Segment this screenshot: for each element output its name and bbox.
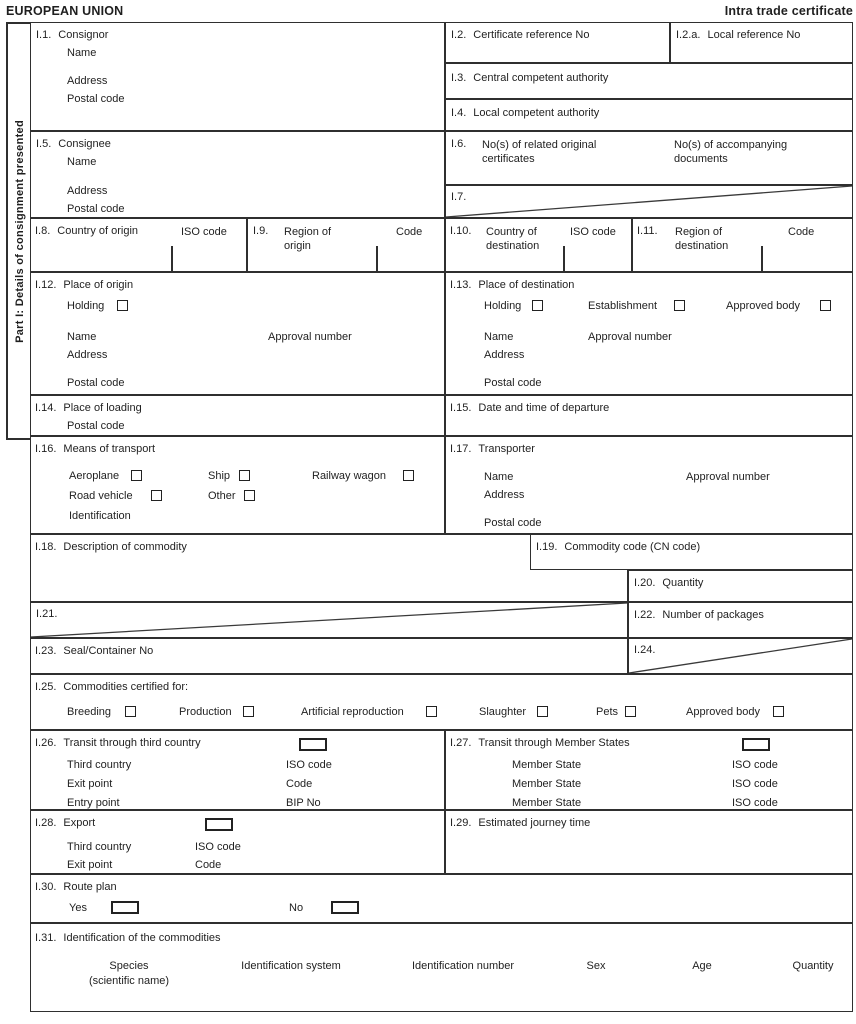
field-label-code: Code bbox=[396, 226, 423, 238]
box-number: I.15. bbox=[450, 402, 472, 414]
box-number: I.2. bbox=[451, 29, 467, 41]
checkbox-holding[interactable] bbox=[117, 300, 128, 311]
checkbox-holding[interactable] bbox=[532, 300, 543, 311]
field-label-identification: Identification bbox=[69, 510, 131, 522]
field-label-approval-number: Approval number bbox=[686, 471, 770, 483]
field-label-road-vehicle: Road vehicle bbox=[69, 490, 133, 502]
field-label-name: Name bbox=[67, 47, 97, 59]
field-label-establishment: Establishment bbox=[588, 300, 658, 312]
box-i17-transporter bbox=[445, 436, 853, 534]
document-title-right: Intra trade certificate bbox=[724, 4, 853, 18]
box-i21-void bbox=[30, 602, 628, 638]
column-header-identification-number: Identification number bbox=[411, 960, 515, 972]
field-label-approved-body: Approved body bbox=[726, 300, 800, 312]
box-i30-route-plan bbox=[30, 874, 853, 923]
box-i14-place-of-loading bbox=[30, 395, 445, 436]
checkbox-approved-body[interactable] bbox=[773, 706, 784, 717]
box-i6-related-documents bbox=[445, 131, 853, 185]
box-i16-means-of-transport bbox=[30, 436, 445, 534]
checkbox-railway-wagon[interactable] bbox=[403, 470, 414, 481]
field-label-address: Address bbox=[484, 489, 525, 501]
field-label-third-country: Third country bbox=[67, 841, 132, 853]
checkbox-production[interactable] bbox=[243, 706, 254, 717]
field-label-accompanying-documents: No(s) of accompanying documents bbox=[674, 139, 788, 166]
field-label-member-state: Member State bbox=[512, 759, 582, 771]
box-i29-journey-time bbox=[445, 810, 853, 874]
box-i19-commodity-code bbox=[530, 534, 853, 570]
field-label-iso-code: ISO code bbox=[570, 226, 616, 238]
diagonal-strike bbox=[629, 639, 852, 673]
box-i12-place-of-origin bbox=[30, 272, 445, 395]
field-label-name: Name bbox=[67, 331, 97, 343]
field-label-postal-code: Postal code bbox=[67, 377, 125, 389]
box-i8-country-of-origin bbox=[30, 218, 247, 272]
field-label-code: Code bbox=[286, 778, 313, 790]
checkbox-artificial-reproduction[interactable] bbox=[426, 706, 437, 717]
field-label-aeroplane: Aeroplane bbox=[69, 470, 120, 482]
column-divider-line bbox=[376, 246, 378, 271]
box-i22-number-of-packages bbox=[628, 602, 853, 638]
box-number: I.27. bbox=[450, 737, 472, 749]
box-number: I.14. bbox=[35, 402, 57, 414]
field-label-no: No bbox=[289, 902, 304, 914]
box-title: Quantity bbox=[662, 577, 704, 589]
box-title: Region of origin bbox=[284, 226, 332, 253]
checkbox-approved-body[interactable] bbox=[820, 300, 831, 311]
box-i4-local-authority bbox=[445, 99, 853, 131]
field-label-postal-code: Postal code bbox=[67, 420, 125, 432]
box-title: Identification of the commodities bbox=[63, 932, 221, 944]
box-title: Description of commodity bbox=[63, 541, 187, 553]
box-number: I.1. bbox=[36, 29, 52, 41]
box-number: I.3. bbox=[451, 72, 467, 84]
column-divider-line bbox=[761, 246, 763, 271]
field-label-approval-number: Approval number bbox=[268, 331, 352, 343]
checkbox-route-plan-no[interactable] bbox=[331, 901, 359, 914]
box-number: I.4. bbox=[451, 107, 467, 119]
box-number: I.28. bbox=[35, 817, 57, 829]
field-label-address: Address bbox=[484, 349, 525, 361]
field-label-address: Address bbox=[67, 349, 108, 361]
field-label-other: Other bbox=[208, 490, 236, 502]
field-label-yes: Yes bbox=[69, 902, 87, 914]
box-number: I.21. bbox=[36, 608, 58, 620]
box-title: Seal/Container No bbox=[63, 645, 154, 657]
field-label-bip-no: BIP No bbox=[286, 797, 321, 809]
field-label-iso-code: ISO code bbox=[195, 841, 241, 853]
field-label-name: Name bbox=[484, 331, 514, 343]
box-i7-void bbox=[445, 185, 853, 218]
column-header-age: Age bbox=[692, 960, 712, 972]
field-label-approved-body: Approved body bbox=[686, 706, 760, 718]
box-title: Region of destination bbox=[675, 226, 729, 253]
field-label-iso-code: ISO code bbox=[286, 759, 332, 771]
box-i1-consignor bbox=[30, 22, 445, 131]
box-i27-transit-member-states bbox=[445, 730, 853, 810]
field-label-exit-point: Exit point bbox=[67, 778, 113, 790]
field-label-railway-wagon: Railway wagon bbox=[312, 470, 386, 482]
box-title: Date and time of departure bbox=[478, 402, 610, 414]
box-title: Local competent authority bbox=[473, 107, 600, 119]
box-number: I.23. bbox=[35, 645, 57, 657]
box-title: Consignor bbox=[58, 29, 109, 41]
field-label-iso-code: ISO code bbox=[732, 778, 778, 790]
box-i11-region-of-destination bbox=[632, 218, 853, 272]
box-i2a-local-reference bbox=[670, 22, 853, 63]
box-title: Country of origin bbox=[57, 225, 139, 237]
box-title: Estimated journey time bbox=[478, 817, 591, 829]
column-header-species: Species bbox=[109, 960, 149, 972]
box-number: I.24. bbox=[634, 644, 656, 656]
field-label-postal-code: Postal code bbox=[484, 377, 542, 389]
field-label-artificial-reproduction: Artificial reproduction bbox=[301, 706, 404, 718]
field-label-postal-code: Postal code bbox=[484, 517, 542, 529]
box-i10-country-of-destination bbox=[445, 218, 632, 272]
field-label-member-state: Member State bbox=[512, 797, 582, 809]
box-number: I.2.a. bbox=[676, 29, 701, 41]
checkbox-ship[interactable] bbox=[239, 470, 250, 481]
box-i2-certificate-reference bbox=[445, 22, 670, 63]
box-title: Place of origin bbox=[63, 279, 134, 291]
box-title: Place of loading bbox=[63, 402, 142, 414]
box-i9-region-of-origin bbox=[247, 218, 445, 272]
field-label-name: Name bbox=[484, 471, 514, 483]
box-number: I.17. bbox=[450, 443, 472, 455]
box-number: I.8. bbox=[35, 225, 51, 237]
box-i23-seal-container bbox=[30, 638, 628, 674]
box-title: Local reference No bbox=[707, 29, 801, 41]
box-title: Commodities certified for: bbox=[63, 681, 189, 693]
box-i28-export bbox=[30, 810, 445, 874]
diagonal-strike bbox=[446, 186, 852, 217]
column-divider-line bbox=[171, 246, 173, 271]
box-i13-place-of-destination bbox=[445, 272, 853, 395]
box-title: Central competent authority bbox=[473, 72, 609, 84]
field-label-approval-number: Approval number bbox=[588, 331, 672, 343]
box-title: Commodity code (CN code) bbox=[564, 541, 701, 553]
box-i26-transit-third-country bbox=[30, 730, 445, 810]
field-label-slaughter: Slaughter bbox=[479, 706, 527, 718]
checkbox-export[interactable] bbox=[205, 818, 233, 831]
column-header-identification-system: Identification system bbox=[241, 960, 341, 972]
box-number: I.26. bbox=[35, 737, 57, 749]
box-number: I.9. bbox=[253, 225, 269, 237]
checkbox-transit-third-country[interactable] bbox=[299, 738, 327, 751]
field-label-production: Production bbox=[179, 706, 232, 718]
box-title: Route plan bbox=[63, 881, 117, 893]
field-label-postal-code: Postal code bbox=[67, 93, 125, 105]
box-number: I.25. bbox=[35, 681, 57, 693]
field-label-iso-code: ISO code bbox=[732, 759, 778, 771]
field-label-name: Name bbox=[67, 156, 97, 168]
field-label-entry-point: Entry point bbox=[67, 797, 120, 809]
checkbox-breeding[interactable] bbox=[125, 706, 136, 717]
box-number: I.29. bbox=[450, 817, 472, 829]
box-title: Place of destination bbox=[478, 279, 575, 291]
field-label-holding: Holding bbox=[484, 300, 522, 312]
field-label-address: Address bbox=[67, 185, 108, 197]
diagonal-strike bbox=[31, 603, 627, 637]
column-header-sex: Sex bbox=[586, 960, 606, 972]
field-label-iso-code: ISO code bbox=[181, 226, 227, 238]
box-number: I.5. bbox=[36, 138, 52, 150]
box-title: Certificate reference No bbox=[473, 29, 590, 41]
box-title: Number of packages bbox=[662, 609, 764, 621]
box-i5-consignee bbox=[30, 131, 445, 218]
box-i24-void bbox=[628, 638, 853, 674]
checkbox-transit-member-states[interactable] bbox=[742, 738, 770, 751]
field-label-holding: Holding bbox=[67, 300, 105, 312]
box-number: I.11. bbox=[637, 225, 658, 237]
field-label-iso-code: ISO code bbox=[732, 797, 778, 809]
checkbox-route-plan-yes[interactable] bbox=[111, 901, 139, 914]
checkbox-establishment[interactable] bbox=[674, 300, 685, 311]
box-number: I.20. bbox=[634, 577, 656, 589]
document-title-left: EUROPEAN UNION bbox=[6, 4, 124, 18]
box-number: I.19. bbox=[536, 541, 558, 553]
box-number: I.30. bbox=[35, 881, 57, 893]
box-title: Transporter bbox=[478, 443, 535, 455]
field-label-exit-point: Exit point bbox=[67, 859, 113, 871]
checkbox-other[interactable] bbox=[244, 490, 255, 501]
checkbox-aeroplane[interactable] bbox=[131, 470, 142, 481]
form-grid bbox=[30, 22, 853, 1012]
box-number: I.16. bbox=[35, 443, 57, 455]
column-header-quantity: Quantity bbox=[792, 960, 834, 972]
box-number: I.12. bbox=[35, 279, 57, 291]
box-number: I.6. bbox=[451, 138, 467, 150]
box-i3-central-authority bbox=[445, 63, 853, 99]
box-title: Means of transport bbox=[63, 443, 156, 455]
checkbox-pets[interactable] bbox=[625, 706, 636, 717]
box-i31-identification-of-commodities bbox=[30, 923, 853, 1012]
field-label-pets: Pets bbox=[596, 706, 619, 718]
field-label-postal-code: Postal code bbox=[67, 203, 125, 215]
box-number: I.31. bbox=[35, 932, 57, 944]
box-i15-departure bbox=[445, 395, 853, 436]
field-label-ship: Ship bbox=[208, 470, 231, 482]
column-divider-line bbox=[563, 246, 565, 271]
field-label-code: Code bbox=[195, 859, 222, 871]
box-title: Transit through Member States bbox=[478, 737, 630, 749]
checkbox-road-vehicle[interactable] bbox=[151, 490, 162, 501]
field-label-breeding: Breeding bbox=[67, 706, 112, 718]
box-number: I.18. bbox=[35, 541, 57, 553]
column-header-scientific-name: (scientific name) bbox=[88, 975, 170, 987]
box-number: I.22. bbox=[634, 609, 656, 621]
part-one-label: Part I: Details of consignment presented bbox=[14, 119, 26, 343]
box-title: Transit through third country bbox=[63, 737, 201, 749]
field-label-related-certificates: No(s) of related original certificates bbox=[482, 139, 597, 166]
box-number: I.7. bbox=[451, 191, 467, 203]
box-i20-quantity bbox=[628, 570, 853, 602]
box-title: Export bbox=[63, 817, 96, 829]
box-title: Country of destination bbox=[486, 226, 540, 253]
field-label-member-state: Member State bbox=[512, 778, 582, 790]
checkbox-slaughter[interactable] bbox=[537, 706, 548, 717]
field-label-address: Address bbox=[67, 75, 108, 87]
box-title: Consignee bbox=[58, 138, 111, 150]
box-number: I.10. bbox=[450, 225, 472, 237]
field-label-code: Code bbox=[788, 226, 815, 238]
box-number: I.13. bbox=[450, 279, 472, 291]
field-label-third-country: Third country bbox=[67, 759, 132, 771]
box-i25-commodities-certified-for bbox=[30, 674, 853, 730]
